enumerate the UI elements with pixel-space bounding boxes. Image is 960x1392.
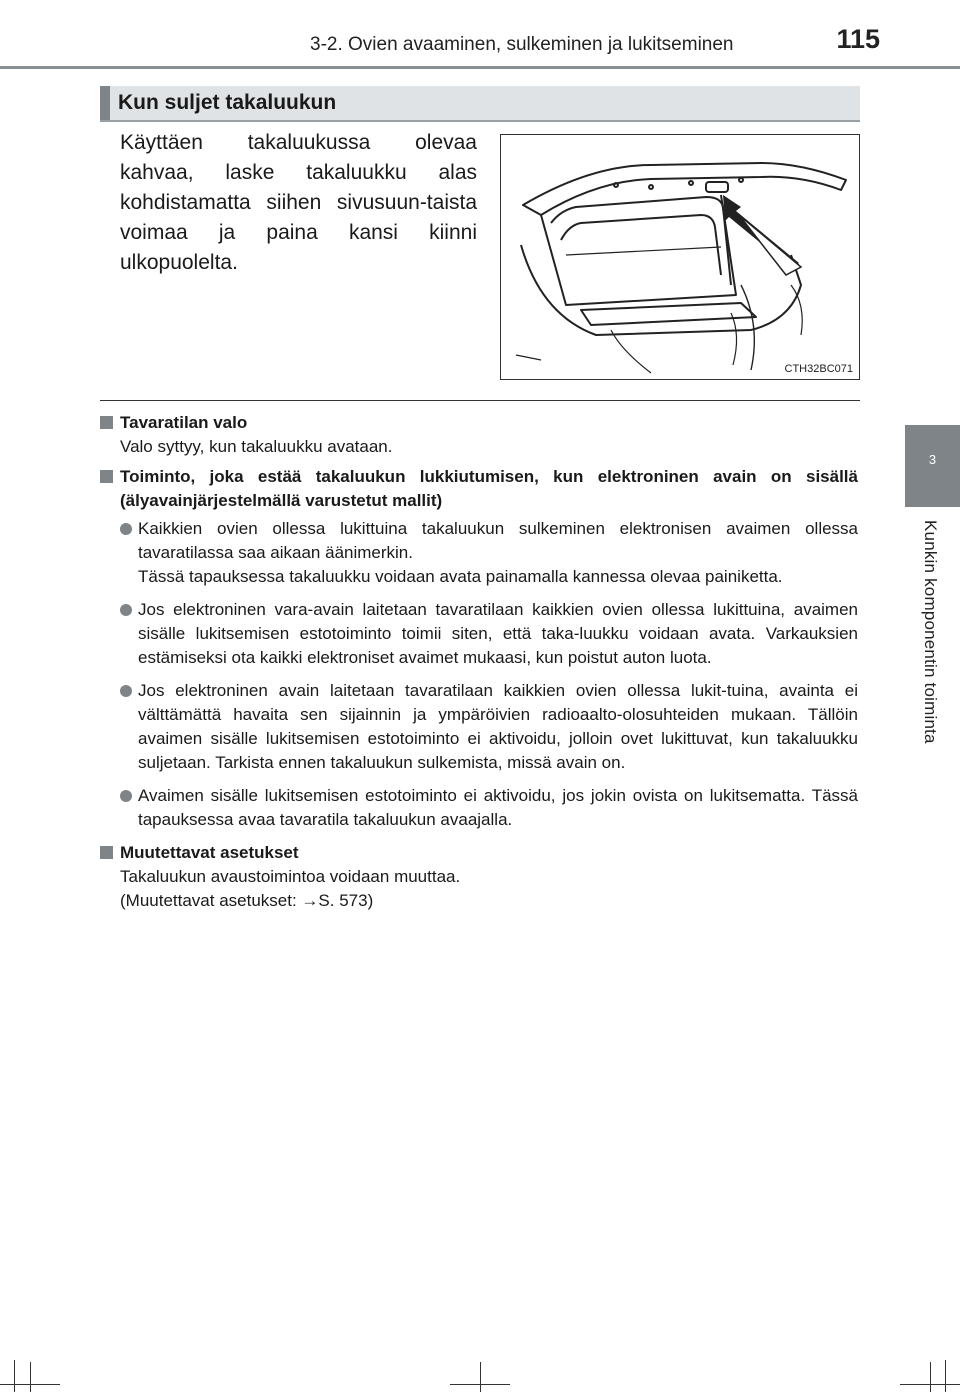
crop-mark [30, 1362, 31, 1392]
chapter-tab [905, 425, 960, 507]
round-bullet-icon [120, 523, 132, 535]
list-item: Avaimen sisälle lukitsemisen estotoiminto ei aktivoidu, jos jokin ovista on lukitsematta. Tässä tapauksessa avaa tavaratila takaluukun avaajalla. [100, 784, 858, 832]
note-heading-trunk-light: Tavaratilan valo [100, 411, 858, 435]
trunk-illustration [500, 134, 860, 380]
crop-mark [450, 1384, 510, 1385]
section-heading-text: Kun suljet takaluukun [118, 91, 337, 114]
figure-code: CTH32BC071 [784, 363, 853, 375]
heading-accent-bar [100, 86, 110, 120]
section-heading [100, 86, 860, 122]
notes-content [100, 411, 858, 913]
chapter-title: Kunkin komponentin toiminta [921, 520, 940, 744]
note-heading-custom-settings: Muutettavat asetukset [100, 841, 858, 865]
note-text-trunk-light: Valo syttyy, kun takaluukku avataan. [120, 437, 393, 456]
chapter-number: 3 [928, 452, 937, 467]
crop-mark [900, 1384, 960, 1385]
page-number: 115 [836, 24, 880, 54]
intro-paragraph: Käyttäen takaluukussa olevaa kahvaa, laske takaluukku alas kohdistamatta siihen sivusuun-taista voimaa ja paina kansi kiinni ulkopuolelta. [120, 131, 477, 274]
round-bullet-icon [120, 604, 132, 616]
note-heading-key-lock-prevention: Toiminto, joka estää takaluukun lukkiutumisen, kun elektroninen avain on sisällä (älyavainjärjestelmällä varustetut mallit) [100, 465, 858, 513]
square-bullet-icon [100, 416, 113, 429]
crop-mark [945, 1360, 946, 1392]
list-item: Kaikkien ovien ollessa lukittuina takaluukun sulkeminen elektronisen avaimen ollessa tavaratilassa saa aikaan äänimerkin. Tässä tapauksessa takaluukku voidaan avata painamalla kannessa olevaa painiketta. [100, 517, 858, 589]
round-bullet-icon [120, 685, 132, 697]
crop-mark [480, 1362, 481, 1392]
note-text-custom-settings: Takaluukun avaustoimintoa voidaan muuttaa. (Muutettavat asetukset: →S. 573) [120, 867, 461, 910]
square-bullet-icon [100, 846, 113, 859]
list-item: Jos elektroninen vara-avain laitetaan tavaratilaan kaikkien ovien ollessa lukittuina, avaimen sisälle lukitsemisen estotoiminto toimii siten, että taka-luukku voidaan avata. Varkauksien estämiseksi ota kaikki elektroniset avaimet mukaasi, kun poistut auton luota. [100, 598, 858, 670]
running-header: 3-2. Ovien avaaminen, sulkeminen ja lukitseminen [310, 34, 734, 55]
round-bullet-icon [120, 790, 132, 802]
trunk-lid-drawing [501, 135, 859, 379]
square-bullet-icon [100, 470, 113, 483]
crop-mark [14, 1360, 15, 1392]
divider-rule [100, 400, 860, 401]
list-item: Jos elektroninen avain laitetaan tavaratilaan kaikkien ovien ollessa lukit-tuina, avainta ei välttämättä havaita sen sijainnin ja ympäröivien radioaalto-olosuhteiden mukaan. Tällöin avaimen sisälle lukitsemisen estotoiminto ei aktivoidu, jolloin ovet lukittuvat, kun takaluukku suljetaan. Tarkista ennen takaluukun sulkemista, missä avain on. [100, 679, 858, 775]
crop-mark [930, 1362, 931, 1392]
header-rule [0, 66, 960, 69]
